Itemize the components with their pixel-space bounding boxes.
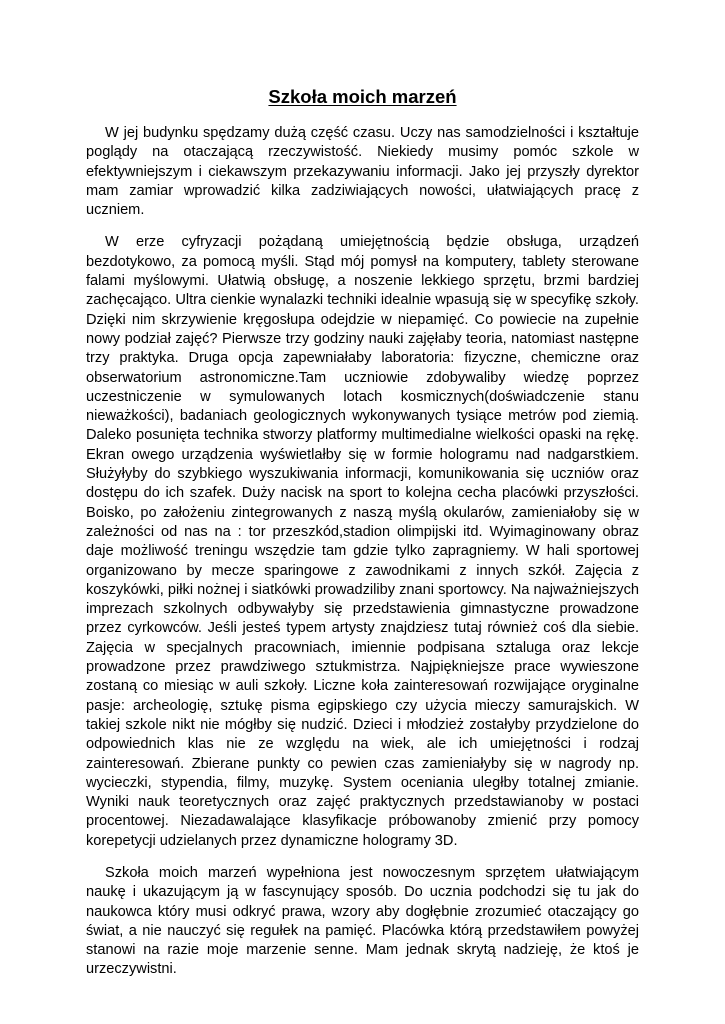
paragraph-intro: W jej budynku spędzamy dużą część czasu. Uczy nas samodzielności i kształtuje poglądy na otaczającą rzeczywistość. Niekiedy musimy pomóc szkole w efektywniejszym i ciekawszym przekazywaniu informacji. Jako jej przyszły dyrektor mam zamiar wprowadzić kilka zadziwiających nowości, ułatwiających pracę z uczniem.	[86, 125, 639, 219]
paragraph-conclusion: Szkoła moich marzeń wypełniona jest nowoczesnym sprzętem ułatwiającym naukę i ukazującym ją w fascynujący sposób. Do ucznia podchodzi się tu jak do naukowca który musi odkryć prawa, wzory aby dogłębnie zrozumieć otaczający go świat, a nie nauczyć się regułek na pamięć. Placówka którą przedstawiłem powyżej stanowi na razie moje marzenie senne. Mam jednak skrytą nadzieję, że ktoś je urzeczywistni.	[86, 864, 639, 978]
document-title: Szkoła moich marzeń	[268, 86, 457, 107]
paragraph-body: W erze cyfryzacji pożądaną umiejętnością będzie obsługa, urządzeń bezdotykowo, za pomocą myśli. Stąd mój pomysł na komputery, tablety sterowane falami myślowymi. Ułatwią obsługę, a noszenie lekkiego sprzętu, brzmi bardziej zachęcająco. Ultra cienkie wynalazki techniki idealnie wpasują się w specyfikę szkoły. Dzięki nim skrzywienie kręgosłupa odejdzie w niepamięć. Co powiecie na zupełnie nowy podział zajęć? Pierwsze trzy godziny nauki zajęłaby teoria, natomiast następne trzy praktyka. Druga opcja zapewniałaby laboratoria: fizyczne, chemiczne oraz obserwatorium astronomiczne.Tam uczniowie zdobywaliby wiedzę poprzez uczestniczenie w symulowanych lotach kosmicznych(doświadczenie stanu nieważkości), badaniach geologicznych wykonywanych tysiące metrów pod ziemią. Daleko posunięta technika stworzy platformy multimedialne wielkości opaski na rękę. Ekran owego urządzenia wyświetlałby się w formie hologramu nad nadgarstkiem. Służyłyby do szybkiego wyszukiwania informacji, komunikowania się uczniów oraz dostępu do ich szafek. Duży nacisk na sport to kolejna cecha placówki przyszłości. Boisko, po założeniu zintegrowanych z naszą myślą okularów, zamieniałoby się w zależności od nas na : tor przeszkód,stadion olimpijski itd. Wyimaginowany obraz daje możliwość treningu wszędzie tam gdzie tylko zapragniemy. W hali sportowej organizowano by mecze sparingowe z zawodnikami z innych szkół. Zajęcia z koszykówki, piłki nożnej i siatkówki prowadziliby znani sportowcy. Na najważniejszych imprezach szkolnych odbywałyby się przedstawienia gimnastyczne prowadzone przez cyrkowców. Jeśli jesteś typem artysty znajdziesz tutaj również coś dla siebie. Zajęcia w specjalnych pracowniach, imiennie podpisana sztaluga oraz lekcje prowadzone przez prawdziwego sztukmistrza. Najpiękniejsze prace wywieszone zostaną co miesiąc w auli szkoły. Liczne koła zainteresowań rozwijające oryginalne pasje: archeologię, sztukę pisma egipskiego czy użycia mieczy samurajskich. W takiej szkole nikt nie mógłby się nudzić. Dzieci i młodzież zostałyby przydzielone do odpowiednich klas nie ze względu na wiek, ale ich umiejętności i rodzaj zainteresowań. Zbierane punkty co pewien czas zamieniałyby się w nagrody np. wycieczki, stypendia, filmy, muzykę. System oceniania uległby totalnej zmianie. Wyniki nauk teoretycznych oraz zajęć praktycznych przedstawianoby w postaci procentowej. Niezadawalające klasyfikacje próbowanoby zmienić przy pomocy korepetycji udzielanych przez dynamiczne hologramy 3D.	[86, 234, 639, 849]
document-page	[86, 86, 639, 993]
